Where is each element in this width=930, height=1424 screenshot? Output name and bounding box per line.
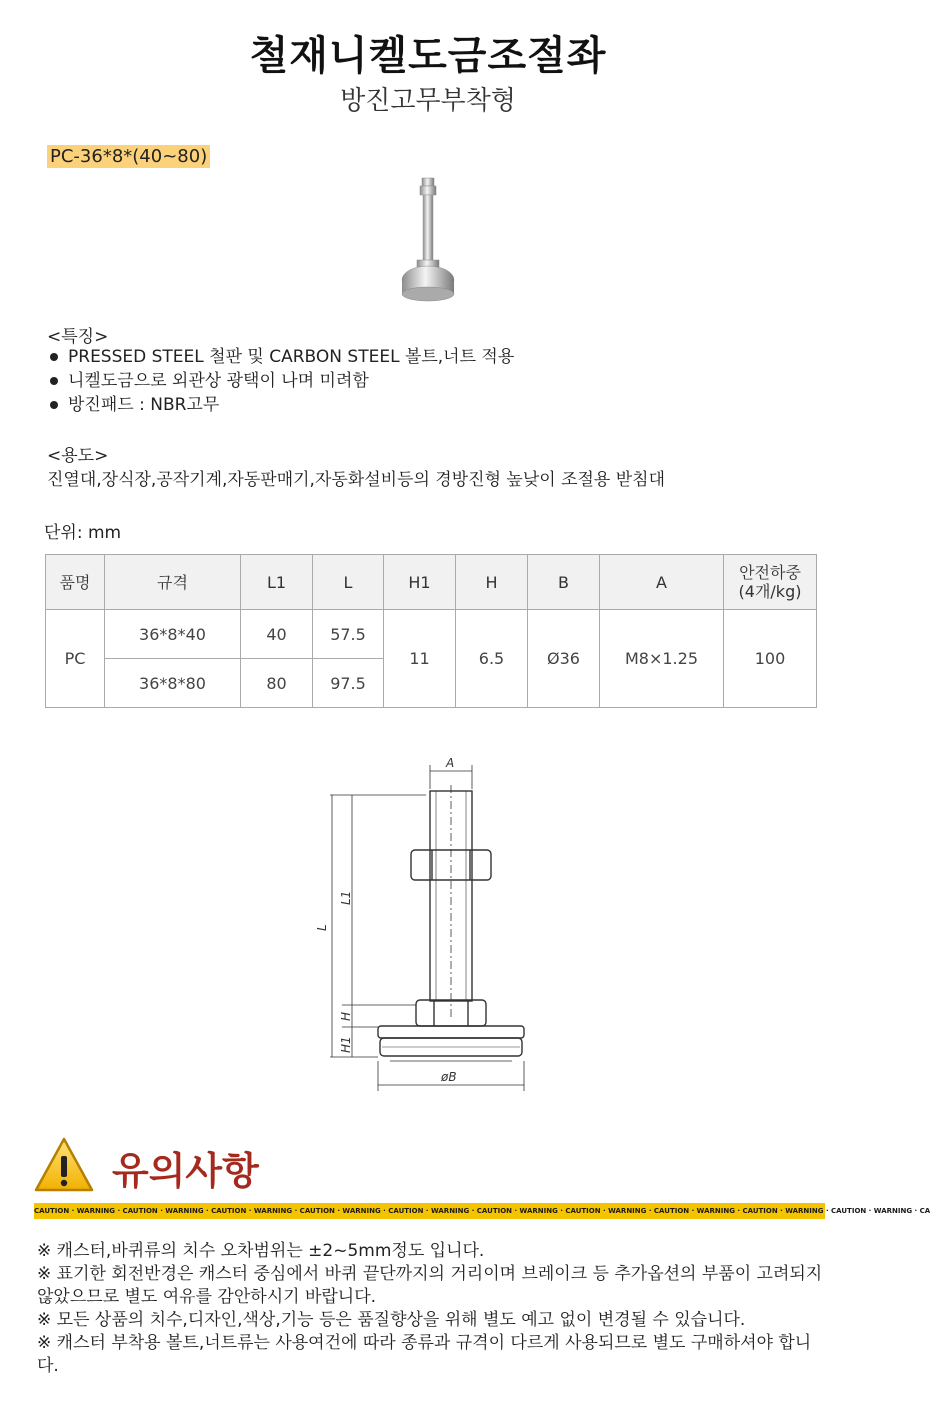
- note-item: ※ 캐스터,바퀴류의 치수 오차범위는 ±2~5mm정도 입니다.: [37, 1241, 485, 1261]
- technical-drawing: [315, 755, 540, 1095]
- page-title: 철재니켈도금조절좌: [249, 33, 607, 79]
- unit-label: 단위: mm: [44, 523, 122, 543]
- header-a: A: [600, 555, 724, 610]
- cell-b: Ø36: [528, 610, 600, 708]
- features-heading: <특징>: [47, 327, 109, 347]
- warning-icon: [33, 1136, 95, 1194]
- feature-text: 방진패드 : NBR고무: [68, 395, 220, 415]
- features-list: [47, 345, 514, 417]
- header-h1: H1: [384, 555, 456, 610]
- page-subtitle: 방진고무부착형: [340, 86, 516, 116]
- note-item: ※ 캐스터 부착용 볼트,너트류는 사용여건에 따라 종류과 규격이 다르게 사용되므로 별도 구매하셔야 합니다.: [37, 1333, 812, 1376]
- cell-l1: 40: [241, 610, 313, 659]
- feature-text: PRESSED STEEL 철판 및 CARBON STEEL 볼트,너트 적용: [68, 347, 515, 367]
- cell-l: 97.5: [313, 659, 384, 708]
- header-load-line1: 안전하중: [739, 563, 801, 582]
- cell-l: 57.5: [313, 610, 384, 659]
- usage-heading: <용도>: [47, 446, 109, 466]
- bullet-icon: [50, 377, 58, 385]
- dim-label-b: øB: [441, 1070, 457, 1084]
- dim-label-a: A: [446, 756, 455, 770]
- model-code-badge: PC-36*8*(40~80): [47, 145, 210, 168]
- caution-title: 유의사항: [112, 1149, 259, 1193]
- dim-label-h: H: [339, 1011, 353, 1021]
- product-photo: [384, 172, 472, 312]
- cell-spec: 36*8*40: [105, 610, 241, 659]
- bullet-icon: [50, 401, 58, 409]
- note-item: ※ 표기한 회전반경은 캐스터 중심에서 바퀴 끝단까지의 거리이며 브레이크 등 추가옵션의 부품이 고려되지 않았으므로 별도 여유를 감안하시기 바랍니다.: [37, 1264, 823, 1307]
- dim-label-l: L: [315, 924, 329, 931]
- dim-label-l1: L1: [339, 890, 353, 905]
- cell-h: 6.5: [456, 610, 528, 708]
- usage-text: 진열대,장식장,공작기계,자동판매기,자동화설비등의 경방진형 높낮이 조절용 받침대: [47, 470, 665, 490]
- feature-item: [47, 345, 514, 369]
- cell-name: PC: [46, 610, 105, 708]
- header-b: B: [528, 555, 600, 610]
- feature-item: [47, 369, 514, 393]
- table-header-row: [46, 555, 817, 610]
- bullet-icon: [50, 353, 58, 361]
- caution-notes: [37, 1240, 827, 1378]
- cell-h1: 11: [384, 610, 456, 708]
- header-l: L: [313, 555, 384, 610]
- header-spec: 규격: [105, 555, 241, 610]
- header-load: [724, 555, 817, 610]
- feature-item: [47, 393, 514, 417]
- caution-tape: CAUTION · WARNING · CAUTION · WARNING · CAUTION · WARNING · CAUTION · WARNING · CAUTION · WARNING · CAUTION · WARNING · CAUTION · WARNING · CAUTION · WARNING · CAUTION · WARNING · CAUTION · WARNING · CA: [34, 1203, 825, 1219]
- table-row: [46, 610, 817, 659]
- header-name: 품명: [46, 555, 105, 610]
- note-item: ※ 모든 상품의 치수,디자인,색상,기능 등은 품질향상을 위해 별도 예고 없이 변경될 수 있습니다.: [37, 1310, 746, 1330]
- dim-label-h1: H1: [339, 1036, 353, 1053]
- cell-load: 100: [724, 610, 817, 708]
- header-h: H: [456, 555, 528, 610]
- cell-l1: 80: [241, 659, 313, 708]
- header-load-line2: (4개/kg): [738, 582, 802, 601]
- cell-spec: 36*8*80: [105, 659, 241, 708]
- feature-text: 니켈도금으로 외관상 광택이 나며 미려함: [68, 371, 369, 391]
- cell-a: M8×1.25: [600, 610, 724, 708]
- spec-table: [45, 554, 817, 708]
- header-l1: L1: [241, 555, 313, 610]
